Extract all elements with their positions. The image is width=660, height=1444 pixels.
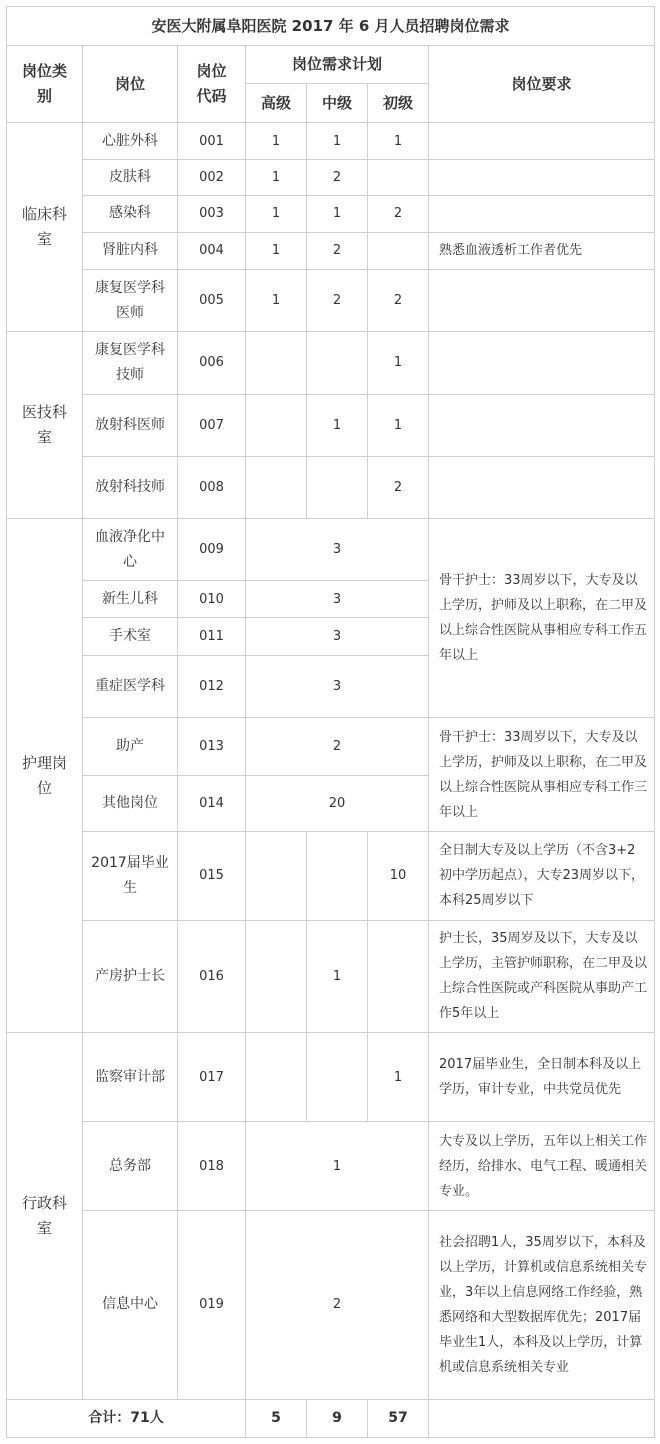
header-requirement: 岗位要求 — [429, 46, 655, 123]
table-row — [7, 519, 655, 581]
code-cell: 002 — [178, 159, 246, 195]
count-cell: 3 — [246, 581, 429, 618]
position-cell: 感染科 — [83, 195, 178, 232]
senior-cell: 1 — [246, 195, 307, 232]
junior-cell — [368, 920, 429, 1032]
table-row — [7, 195, 655, 232]
position-cell: 心脏外科 — [83, 123, 178, 159]
position-cell: 总务部 — [83, 1122, 178, 1210]
code-cell: 007 — [178, 394, 246, 456]
senior-cell — [246, 394, 307, 456]
senior-cell: 1 — [246, 232, 307, 269]
requirement-cell — [429, 123, 655, 159]
requirement-cell: 2017届毕业生，全日制本科及以上学历，审计专业，中共党员优先 — [429, 1033, 655, 1122]
junior-cell — [368, 232, 429, 269]
total-middle: 9 — [307, 1399, 368, 1437]
middle-cell — [307, 332, 368, 394]
table-row — [7, 920, 655, 1032]
junior-cell: 1 — [368, 1033, 429, 1122]
category-cell: 护理岗位 — [7, 519, 83, 1033]
middle-cell: 2 — [307, 159, 368, 195]
junior-cell: 2 — [368, 456, 429, 518]
requirement-cell: 骨干护士：33周岁以下，大专及以上学历，护师及以上职称，在二甲及以上综合性医院从事相应专科工作五年以上 — [429, 519, 655, 718]
requirement-cell: 护士长，35周岁及以下，大专及以上学历，主管护师职称，在二甲及以上综合性医院或产科医院从事助产工作5年以上 — [429, 920, 655, 1032]
position-cell: 监察审计部 — [83, 1033, 178, 1122]
total-junior: 57 — [368, 1399, 429, 1437]
category-cell: 临床科室 — [7, 123, 83, 332]
table-row — [7, 717, 655, 775]
table-row — [7, 456, 655, 518]
table-row — [7, 1122, 655, 1210]
total-row — [7, 1399, 655, 1437]
position-cell: 放射科技师 — [83, 456, 178, 518]
count-cell: 1 — [246, 1122, 429, 1210]
count-cell: 20 — [246, 776, 429, 832]
total-requirement — [429, 1399, 655, 1437]
table-row — [7, 159, 655, 195]
table-row — [7, 232, 655, 269]
requirement-cell — [429, 195, 655, 232]
count-cell: 2 — [246, 1210, 429, 1399]
code-cell: 005 — [178, 270, 246, 332]
table-row — [7, 1210, 655, 1399]
code-cell: 013 — [178, 717, 246, 775]
header-middle: 中级 — [307, 84, 368, 123]
position-cell: 信息中心 — [83, 1210, 178, 1399]
code-cell: 003 — [178, 195, 246, 232]
senior-cell — [246, 1033, 307, 1122]
junior-cell: 10 — [368, 832, 429, 920]
code-cell: 006 — [178, 332, 246, 394]
senior-cell: 1 — [246, 159, 307, 195]
requirement-cell — [429, 332, 655, 394]
header-category: 岗位类别 — [7, 46, 83, 123]
code-cell: 015 — [178, 832, 246, 920]
requirement-cell — [429, 456, 655, 518]
position-cell: 新生儿科 — [83, 581, 178, 618]
total-label: 合计：71人 — [7, 1399, 246, 1437]
senior-cell — [246, 920, 307, 1032]
requirement-cell — [429, 394, 655, 456]
header-code: 岗位代码 — [178, 46, 246, 123]
position-cell: 手术室 — [83, 618, 178, 655]
code-cell: 014 — [178, 776, 246, 832]
senior-cell: 1 — [246, 270, 307, 332]
table-title: 安医大附属阜阳医院 2017 年 6 月人员招聘岗位需求 — [7, 7, 655, 46]
code-cell: 009 — [178, 519, 246, 581]
code-cell: 008 — [178, 456, 246, 518]
title-row — [7, 7, 655, 46]
middle-cell: 1 — [307, 195, 368, 232]
position-cell: 2017届毕业生 — [83, 832, 178, 920]
senior-cell: 1 — [246, 123, 307, 159]
middle-cell — [307, 1033, 368, 1122]
category-cell: 医技科室 — [7, 332, 83, 519]
position-cell: 其他岗位 — [83, 776, 178, 832]
senior-cell — [246, 332, 307, 394]
requirement-cell: 全日制大专及以上学历（不含3+2初中学历起点），大专23周岁以下，本科25周岁以下 — [429, 832, 655, 920]
code-cell: 016 — [178, 920, 246, 1032]
code-cell: 012 — [178, 655, 246, 717]
junior-cell: 2 — [368, 270, 429, 332]
middle-cell — [307, 832, 368, 920]
middle-cell: 2 — [307, 232, 368, 269]
code-cell: 001 — [178, 123, 246, 159]
middle-cell: 1 — [307, 394, 368, 456]
header-plan: 岗位需求计划 — [246, 46, 429, 84]
middle-cell: 1 — [307, 123, 368, 159]
count-cell: 3 — [246, 655, 429, 717]
code-cell: 017 — [178, 1033, 246, 1122]
header-position: 岗位 — [83, 46, 178, 123]
table-row — [7, 832, 655, 920]
position-cell: 康复医学科医师 — [83, 270, 178, 332]
header-senior: 高级 — [246, 84, 307, 123]
position-cell: 皮肤科 — [83, 159, 178, 195]
table-row — [7, 332, 655, 394]
middle-cell: 2 — [307, 270, 368, 332]
count-cell: 2 — [246, 717, 429, 775]
requirement-cell — [429, 159, 655, 195]
table-row — [7, 1033, 655, 1122]
junior-cell: 1 — [368, 394, 429, 456]
requirement-cell: 熟悉血液透析工作者优先 — [429, 232, 655, 269]
header-row — [7, 46, 655, 84]
code-cell: 004 — [178, 232, 246, 269]
header-junior: 初级 — [368, 84, 429, 123]
position-cell: 重症医学科 — [83, 655, 178, 717]
code-cell: 010 — [178, 581, 246, 618]
code-cell: 011 — [178, 618, 246, 655]
position-cell: 放射科医师 — [83, 394, 178, 456]
requirement-cell: 骨干护士：33周岁以下，大专及以上学历，护师及以上职称，在二甲及以上综合性医院从事相应专科工作三年以上 — [429, 717, 655, 831]
senior-cell — [246, 456, 307, 518]
junior-cell: 1 — [368, 123, 429, 159]
junior-cell: 1 — [368, 332, 429, 394]
count-cell: 3 — [246, 519, 429, 581]
position-cell: 产房护士长 — [83, 920, 178, 1032]
table-row — [7, 394, 655, 456]
junior-cell — [368, 159, 429, 195]
middle-cell — [307, 456, 368, 518]
recruitment-table — [6, 6, 655, 1438]
category-cell: 行政科室 — [7, 1033, 83, 1400]
table-row — [7, 270, 655, 332]
code-cell: 018 — [178, 1122, 246, 1210]
table-row — [7, 123, 655, 159]
count-cell: 3 — [246, 618, 429, 655]
requirement-cell — [429, 270, 655, 332]
middle-cell: 1 — [307, 920, 368, 1032]
position-cell: 肾脏内科 — [83, 232, 178, 269]
junior-cell: 2 — [368, 195, 429, 232]
position-cell: 血液净化中心 — [83, 519, 178, 581]
total-senior: 5 — [246, 1399, 307, 1437]
senior-cell — [246, 832, 307, 920]
code-cell: 019 — [178, 1210, 246, 1399]
requirement-cell: 社会招聘1人，35周岁以下，本科及以上学历，计算机或信息系统相关专业，3年以上信息网络工作经验，熟悉网络和大型数据库优先；2017届毕业生1人，本科及以上学历，计算机或信息系统相关专业 — [429, 1210, 655, 1399]
position-cell: 助产 — [83, 717, 178, 775]
requirement-cell: 大专及以上学历，五年以上相关工作经历，给排水、电气工程、暖通相关专业。 — [429, 1122, 655, 1210]
position-cell: 康复医学科技师 — [83, 332, 178, 394]
